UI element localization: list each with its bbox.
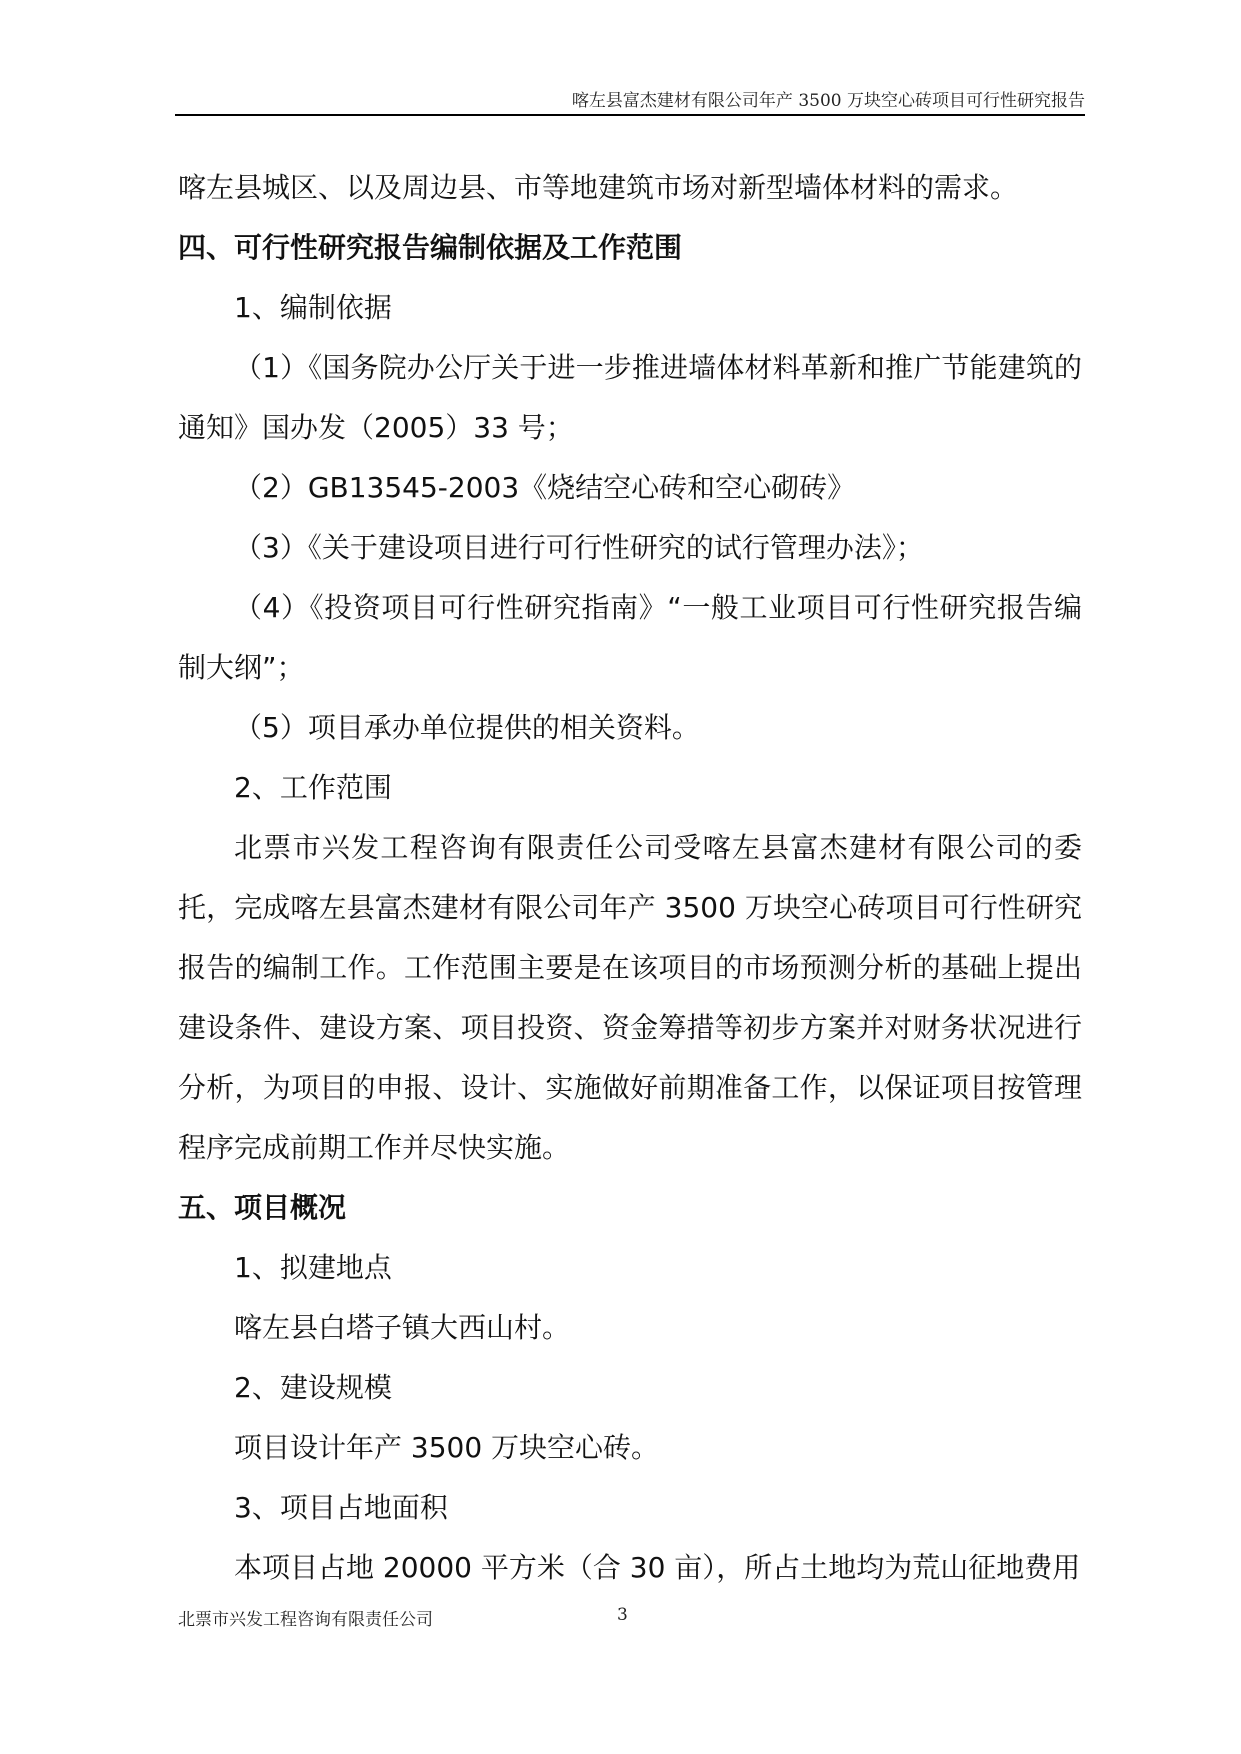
subheading-location: 1、拟建地点 (234, 1251, 392, 1284)
page-number: 3 (617, 1605, 628, 1625)
reference-item-4: （4）《投资项目可行性研究指南》“一般工业项目可行性研究报告编制大纲”； (178, 591, 1082, 684)
footer-company: 北票市兴发工程咨询有限责任公司 (178, 1610, 433, 1630)
location-paragraph: 喀左县白塔子镇大西山村。 (234, 1311, 571, 1344)
subheading-basis: 1、编制依据 (234, 291, 392, 324)
section-heading-5: 五、项目概况 (178, 1191, 347, 1224)
section-heading-4: 四、可行性研究报告编制依据及工作范围 (178, 231, 683, 264)
reference-item-5: （5）项目承办单位提供的相关资料。 (234, 711, 700, 744)
subheading-area: 3、项目占地面积 (234, 1491, 448, 1524)
area-paragraph: 本项目占地 20000 平方米（合 30 亩），所占土地均为荒山征地费用 (234, 1551, 1081, 1584)
scale-paragraph: 项目设计年产 3500 万块空心砖。 (234, 1431, 660, 1464)
reference-item-1: （1）《国务院办公厅关于进一步推进墙体材料革新和推广节能建筑的通知》国办发（2005）33 号； (178, 351, 1082, 444)
scope-paragraph: 北票市兴发工程咨询有限责任公司受喀左县富杰建材有限公司的委托，完成喀左县富杰建材有限公司年产 3500 万块空心砖项目可行性研究报告的编制工作。工作范围主要是在该项目的市场预测分析的基础上提出建设条件、建设方案、项目投资、资金筹措等初步方案并对财务状况进行分析，为项目的申报、设计、实施做好前期准备工作，以保证项目按管理程序完成前期工作并尽快实施。 (178, 831, 1082, 1164)
reference-item-3: （3）《关于建设项目进行可行性研究的试行管理办法》； (234, 531, 924, 564)
body-content (178, 158, 1082, 1598)
subheading-scope: 2、工作范围 (234, 771, 392, 804)
header-divider (175, 114, 1085, 116)
subheading-scale: 2、建设规模 (234, 1371, 392, 1404)
reference-item-2: （2）GB13545-2003《烧结空心砖和空心砌砖》 (234, 471, 856, 504)
page-header: 喀左县富杰建材有限公司年产 3500 万块空心砖项目可行性研究报告 (571, 91, 1085, 111)
paragraph-continued: 喀左县城区、以及周边县、市等地建筑市场对新型墙体材料的需求。 (178, 171, 1019, 204)
